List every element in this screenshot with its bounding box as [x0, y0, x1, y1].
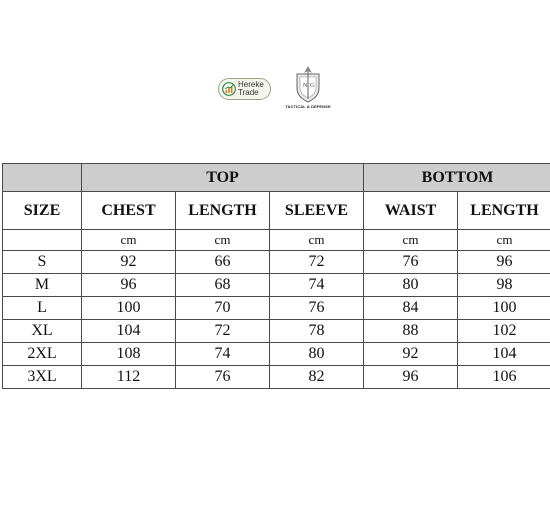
size-chart-table: [2, 163, 550, 389]
value-cell: 74: [270, 274, 364, 297]
unit-cell: [3, 230, 82, 251]
value-cell: 76: [176, 366, 270, 389]
value-cell: 70: [176, 297, 270, 320]
unit-cell: cm: [364, 230, 458, 251]
table-row: [3, 297, 550, 320]
unit-row: [3, 230, 550, 251]
table-row: [3, 366, 550, 389]
ng-tactical-logo: [285, 64, 331, 112]
value-cell: 100: [458, 297, 550, 320]
value-cell: 72: [270, 251, 364, 274]
value-cell: 108: [82, 343, 176, 366]
col-header-chest: CHEST: [82, 192, 176, 230]
group-header-bottom: BOTTOM: [364, 164, 550, 192]
group-header-row: [3, 164, 550, 192]
ng-logo-caption: TACTICAL & DEFENSE: [285, 104, 331, 109]
value-cell: 92: [82, 251, 176, 274]
shield-crest-icon: [293, 64, 323, 104]
col-header-bottom-length: LENGTH: [458, 192, 550, 230]
size-cell: M: [3, 274, 82, 297]
value-cell: 102: [458, 320, 550, 343]
table-row: [3, 251, 550, 274]
value-cell: 72: [176, 320, 270, 343]
size-cell: 2XL: [3, 343, 82, 366]
value-cell: 76: [270, 297, 364, 320]
hereke-chart-icon: [222, 82, 236, 96]
value-cell: 104: [82, 320, 176, 343]
value-cell: 82: [270, 366, 364, 389]
value-cell: 92: [364, 343, 458, 366]
col-header-top-length: LENGTH: [176, 192, 270, 230]
hereke-trade-logo: [218, 78, 271, 100]
value-cell: 106: [458, 366, 550, 389]
value-cell: 80: [270, 343, 364, 366]
value-cell: 96: [458, 251, 550, 274]
value-cell: 66: [176, 251, 270, 274]
hereke-logo-line1: Hereke: [238, 80, 264, 89]
value-cell: 104: [458, 343, 550, 366]
value-cell: 80: [364, 274, 458, 297]
table-row: [3, 274, 550, 297]
value-cell: 96: [364, 366, 458, 389]
value-cell: 74: [176, 343, 270, 366]
col-header-waist: WAIST: [364, 192, 458, 230]
unit-cell: cm: [82, 230, 176, 251]
value-cell: 98: [458, 274, 550, 297]
value-cell: 96: [82, 274, 176, 297]
value-cell: 112: [82, 366, 176, 389]
unit-cell: cm: [176, 230, 270, 251]
table-row: [3, 320, 550, 343]
group-header-top: TOP: [82, 164, 364, 192]
size-cell: S: [3, 251, 82, 274]
col-header-sleeve: SLEEVE: [270, 192, 364, 230]
unit-cell: cm: [458, 230, 550, 251]
column-header-row: [3, 192, 550, 230]
value-cell: 78: [270, 320, 364, 343]
monogram-g: G: [310, 83, 315, 89]
col-header-size: SIZE: [3, 192, 82, 230]
hereke-logo-line2: Trade: [238, 88, 259, 97]
value-cell: 100: [82, 297, 176, 320]
value-cell: 68: [176, 274, 270, 297]
unit-cell: cm: [270, 230, 364, 251]
value-cell: 88: [364, 320, 458, 343]
monogram-n: N: [303, 83, 308, 89]
value-cell: 76: [364, 251, 458, 274]
size-cell: 3XL: [3, 366, 82, 389]
size-cell: L: [3, 297, 82, 320]
size-cell: XL: [3, 320, 82, 343]
hereke-logo-text: [238, 81, 264, 97]
value-cell: 84: [364, 297, 458, 320]
group-header-blank: [3, 164, 82, 192]
table-row: [3, 343, 550, 366]
